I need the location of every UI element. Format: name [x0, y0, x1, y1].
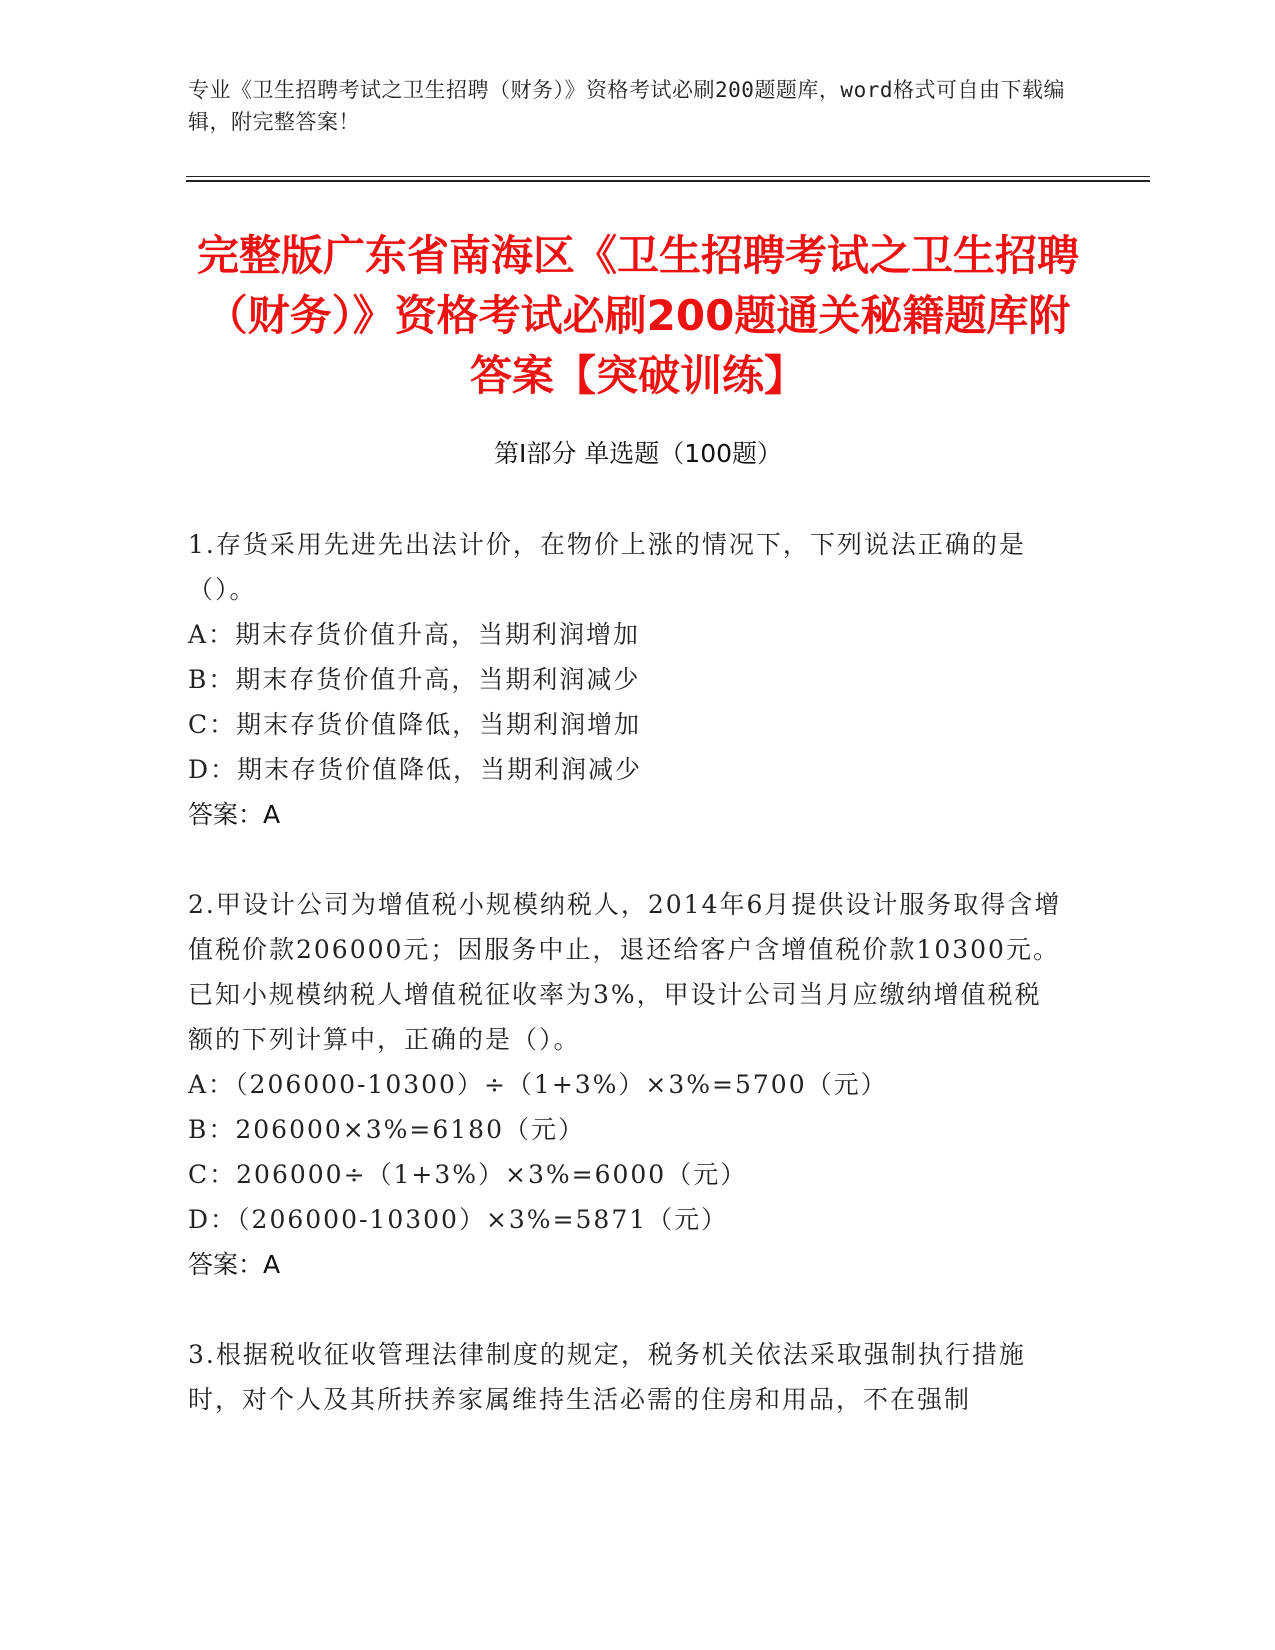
document-title: 完整版广东省南海区《卫生招聘考试之卫生招聘（财务）》资格考试必刷200题通关秘籍题库附答案【突破训练】 [196, 231, 1079, 400]
answer: 答案：A [188, 800, 281, 829]
question-stem: 1.存货采用先进先出法计价，在物价上涨的情况下，下列说法正确的是（）。 [188, 530, 1026, 604]
section-heading: 第Ⅰ部分 单选题（100题） [493, 439, 783, 468]
option-c: C：期末存货价值降低，当期利润增加 [188, 710, 642, 739]
question-stem: 3.根据税收征收管理法律制度的规定，税务机关依法采取强制执行措施时，对个人及其所扶养家属维持生活必需的住房和用品，不在强制 [188, 1340, 1026, 1414]
header-divider-thick [186, 180, 1150, 182]
questions-list [188, 522, 1068, 1467]
question-1 [188, 522, 1068, 837]
header-note: 专业《卫生招聘考试之卫生招聘（财务）》资格考试必刷200题题库，word格式可自由下载编辑，附完整答案！ [188, 78, 1065, 134]
option-b: B：206000×3%=6180（元） [188, 1115, 585, 1144]
option-b: B：期末存货价值升高，当期利润减少 [188, 665, 641, 694]
option-c: C：206000÷（1+3%）×3%=6000（元） [188, 1160, 748, 1189]
answer: 答案：A [188, 1250, 281, 1279]
option-d: D：期末存货价值降低，当期利润减少 [188, 755, 643, 784]
question-stem: 2.甲设计公司为增值税小规模纳税人，2014年6月提供设计服务取得含增值税价款206000元；因服务中止，退还给客户含增值税价款10300元。已知小规模纳税人增值税征收率为3%，甲设计公司当月应缴纳增值税税额的下列计算中，正确的是（）。 [188, 890, 1062, 1054]
question-2 [188, 882, 1068, 1287]
header-divider-thin [186, 176, 1150, 177]
option-d: D：（206000-10300）×3%=5871（元） [188, 1205, 729, 1234]
option-a: A：（206000-10300）÷（1+3%）×3%=5700（元） [188, 1070, 888, 1099]
question-3 [188, 1332, 1068, 1422]
option-a: A：期末存货价值升高，当期利润增加 [188, 620, 641, 649]
